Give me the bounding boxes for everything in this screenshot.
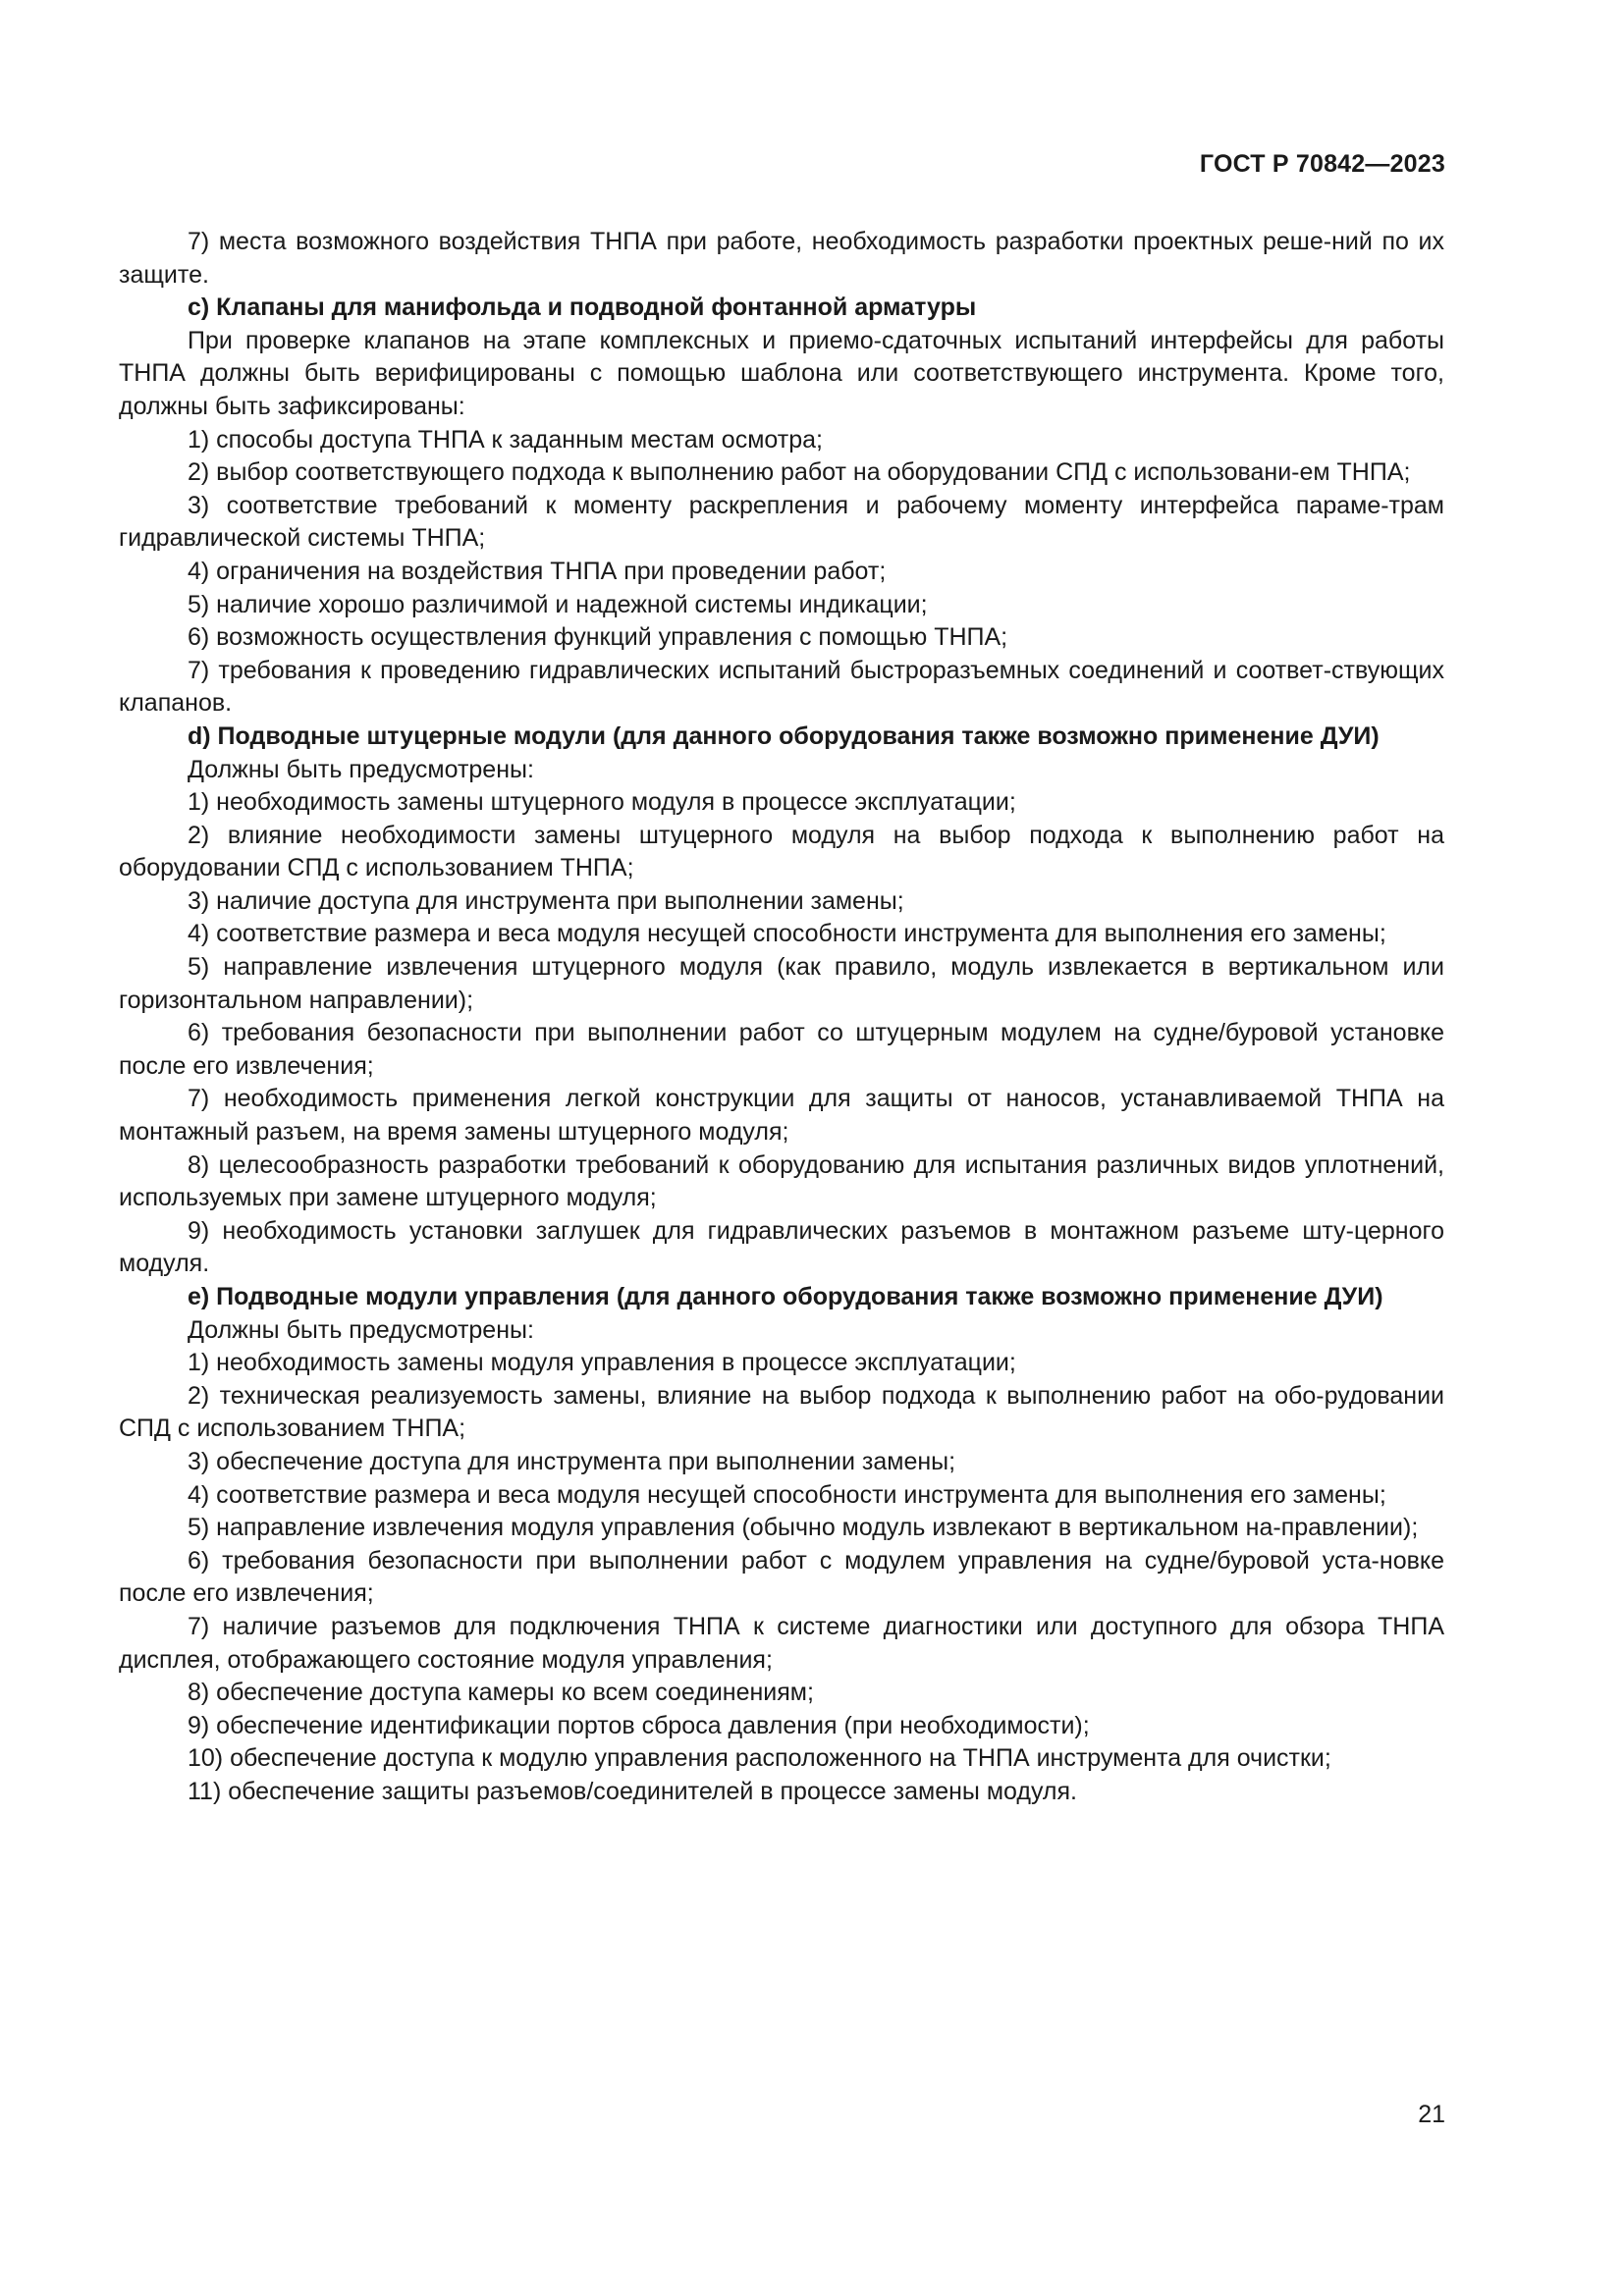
- body-paragraph: 8) обеспечение доступа камеры ко всем соединениям;: [188, 1679, 814, 1707]
- page-number: 21: [1418, 2101, 1445, 2128]
- section-heading: d) Подводные штуцерные модули (для данного оборудования также возможно применение ДУИ): [188, 721, 1380, 750]
- body-paragraph: 1) способы доступа ТНПА к заданным местам осмотра;: [188, 425, 823, 454]
- body-paragraph: 6) требования безопасности при выполнении работ со штуцерным модулем на судне/буровой установке после его извлечения;: [119, 1019, 1444, 1080]
- body-paragraph: 9) необходимость установки заглушек для гидравлических разъемов в монтажном разъеме шту-церного модуля.: [119, 1216, 1444, 1278]
- body-paragraph: 11) обеспечение защиты разъемов/соединителей в процессе замены модуля.: [188, 1777, 1077, 1805]
- body-paragraph: 4) соответствие размера и веса модуля несущей способности инструмента для выполнения его замены;: [188, 1480, 1386, 1509]
- body-paragraph: 3) наличие доступа для инструмента при выполнении замены;: [188, 886, 904, 915]
- body-paragraph: 10) обеспечение доступа к модулю управления расположенного на ТНПА инструмента для очистки;: [188, 1744, 1331, 1773]
- body-paragraph: 6) требования безопасности при выполнении работ с модулем управления на судне/буровой уста-новке после его извлечения;: [119, 1546, 1444, 1608]
- body-paragraph: 2) выбор соответствующего подхода к выполнению работ на оборудовании СПД с использовани-ем ТНПА;: [188, 458, 1411, 487]
- body-paragraph: Должны быть предусмотрены:: [188, 1315, 534, 1344]
- body-paragraph: 5) направление извлечения модуля управления (обычно модуль извлекают в вертикальном на-правлении);: [188, 1514, 1419, 1542]
- body-paragraph: 6) возможность осуществления функций управления с помощью ТНПА;: [188, 623, 1008, 652]
- body-paragraph: 7) наличие разъемов для подключения ТНПА к системе диагностики или доступного для обзора ТНПА дисплея, отображающего состояние модуля управления;: [119, 1612, 1444, 1674]
- section-heading: e) Подводные модули управления (для данного оборудования также возможно применение ДУИ): [188, 1283, 1383, 1310]
- body-paragraph: 2) влияние необходимости замены штуцерного модуля на выбор подхода к выполнению работ на оборудовании СПД с использованием ТНПА;: [119, 821, 1444, 882]
- body-paragraph: 7) требования к проведению гидравлических испытаний быстроразъемных соединений и соответ-ствующих клапанов.: [119, 656, 1444, 718]
- body-paragraph: 5) наличие хорошо различимой и надежной системы индикации;: [188, 590, 928, 618]
- document-body: [119, 226, 1444, 1809]
- section-heading: c) Клапаны для манифольда и подводной фонтанной арматуры: [188, 294, 977, 322]
- body-paragraph: 7) необходимость применения легкой конструкции для защиты от наносов, устанавливаемой ТНПА на монтажный разъем, на время замены штуцерного модуля;: [119, 1085, 1444, 1147]
- body-paragraph: 4) соответствие размера и веса модуля несущей способности инструмента для выполнения его замены;: [188, 920, 1386, 948]
- document-id-header: ГОСТ Р 70842—2023: [1199, 150, 1445, 178]
- body-paragraph: 1) необходимость замены штуцерного модуля в процессе эксплуатации;: [188, 788, 1016, 817]
- body-paragraph: 8) целесообразность разработки требований к оборудованию для испытания различных видов уплотнений, используемых при замене штуцерного модуля;: [119, 1150, 1444, 1212]
- body-paragraph: При проверке клапанов на этапе комплексных и приемо-сдаточных испытаний интерфейсы для работы ТНПА должны быть верифицированы с помощью шаблона или соответствующего инструмента. Кроме того, должны быть зафиксированы:: [119, 326, 1444, 420]
- body-paragraph: 3) обеспечение доступа для инструмента при выполнении замены;: [188, 1447, 956, 1475]
- body-paragraph: 7) места возможного воздействия ТНПА при работе, необходимость разработки проектных реше-ний по их защите.: [119, 228, 1444, 289]
- body-paragraph: 5) направление извлечения штуцерного модуля (как правило, модуль извлекается в вертикальном или горизонтальном направлении);: [119, 953, 1444, 1014]
- body-paragraph: 2) техническая реализуемость замены, влияние на выбор подхода к выполнению работ на обо-рудовании СПД с использованием ТНПА;: [119, 1381, 1444, 1443]
- body-paragraph: 4) ограничения на воздействия ТНПА при проведении работ;: [188, 557, 887, 585]
- body-paragraph: 1) необходимость замены модуля управления в процессе эксплуатации;: [188, 1349, 1016, 1377]
- body-paragraph: 3) соответствие требований к моменту раскрепления и рабочему моменту интерфейса параме-трам гидравлической системы ТНПА;: [119, 491, 1444, 553]
- body-paragraph: 9) обеспечение идентификации портов сброса давления (при необходимости);: [188, 1711, 1090, 1739]
- body-paragraph: Должны быть предусмотрены:: [188, 755, 534, 783]
